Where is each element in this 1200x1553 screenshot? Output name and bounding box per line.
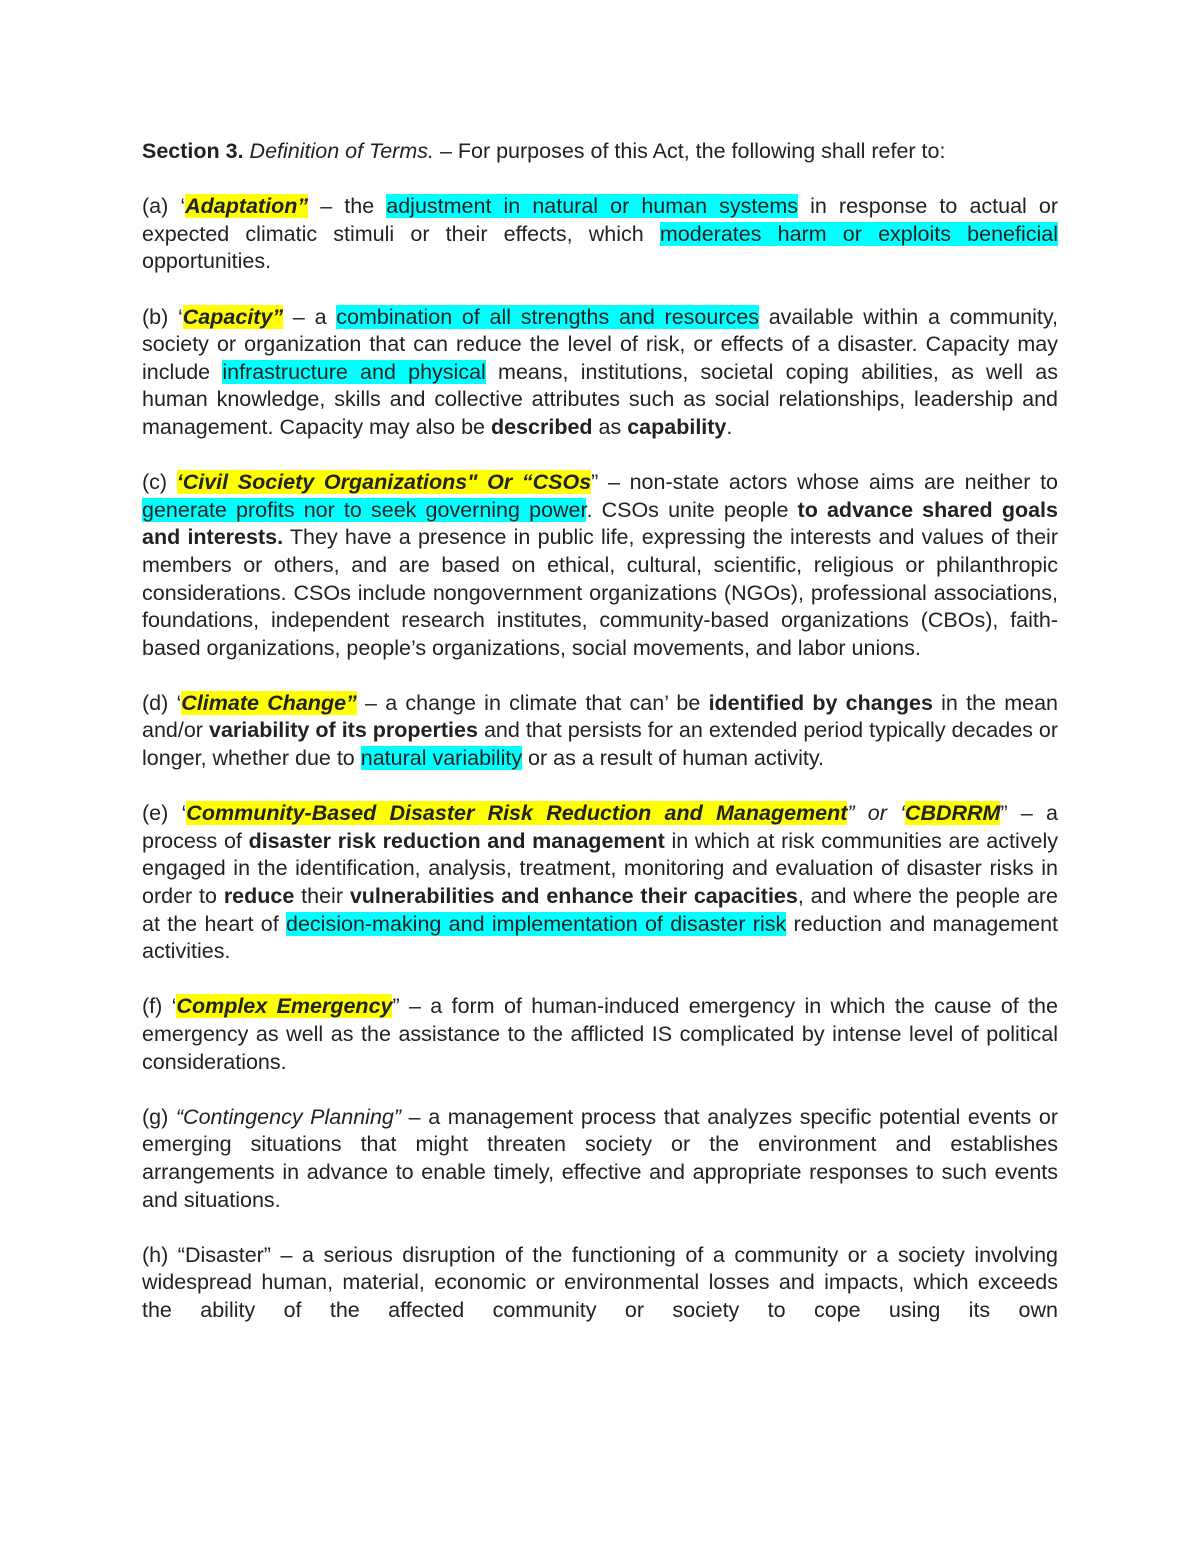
item-marker: (b) ‘ bbox=[142, 304, 183, 329]
definition-h bbox=[142, 1242, 1058, 1325]
bold-text: vulnerabilities and enhance their capacities bbox=[349, 884, 798, 909]
term-cbdrrm-full: Community-Based Disaster Risk Reduction and Management bbox=[186, 801, 848, 826]
text: in response to actual or expected climatic stimuli or their effects, which bbox=[142, 194, 1059, 246]
text: means, institutions, societal coping abilities, as well as human knowledge, skills and collective attributes such as social relationships, leadership and management. Capacity may also be bbox=[142, 359, 1058, 439]
text: and that persists for an extended period typically decades or longer, whether due to bbox=[142, 718, 1059, 771]
term-capacity: Capacity” bbox=[182, 304, 284, 329]
definition-e bbox=[142, 800, 1058, 966]
highlight-phrase: decision-making and implementation of disaster risk bbox=[286, 911, 787, 936]
text: . bbox=[726, 414, 733, 439]
item-marker: (a) ‘ bbox=[142, 194, 186, 219]
text: – a management process that analyzes specific potential events or emerging situations that might threaten society or the environment and establishes arrangements in advance to enable timely, effective and appropriate responses to such events and situations. bbox=[142, 1104, 1058, 1212]
term-cso: ‘Civil Society Organizations" Or “CSOs bbox=[176, 470, 592, 495]
text: They have a presence in public life, expressing the interests and values of their members or others, and are based on ethical, cultural, scientific, religious or philanthropic considerations. CSOs include nongovernment organizations (NGOs), professional associations, foundations, independent research institutes, community-based organizations (CBOs), faith-based organizations, people’s organizations, social movements, and labor unions. bbox=[142, 525, 1058, 660]
text: – a bbox=[283, 304, 337, 329]
section-intro: – For purposes of this Act, the following shall refer to: bbox=[433, 139, 946, 163]
term-contingency-planning: “Contingency Planning” bbox=[175, 1104, 402, 1129]
text: as bbox=[592, 414, 628, 439]
text: available within a community, society or organization that can reduce the level of risk, or effects of a disaster. Capacity may include bbox=[142, 304, 1058, 384]
term-adaptation: Adaptation” bbox=[185, 194, 309, 219]
item-marker: (g) bbox=[142, 1104, 176, 1129]
text: in the mean and/or bbox=[142, 690, 1059, 743]
italic-text: ” or ‘ bbox=[847, 801, 905, 826]
item-marker: (c) bbox=[142, 470, 177, 495]
highlight-phrase: generate profits nor to seek governing power bbox=[142, 497, 587, 522]
text: ” – a form of human-induced emergency in which the cause of the emergency as well as the assistance to the afflicted IS complicated by intense level of political considerations. bbox=[142, 994, 1058, 1074]
text: . CSOs unite people bbox=[586, 497, 798, 522]
text: , and where the people are at the heart of bbox=[142, 884, 1058, 936]
term-complex-emergency: Complex Emergency bbox=[176, 994, 393, 1019]
highlight-phrase: moderates harm or exploits beneficial bbox=[659, 221, 1058, 246]
highlight-phrase: adjustment in natural or human systems bbox=[386, 194, 799, 219]
text: in which at risk communities are actively engaged in the identification, analysis, treatment, monitoring and evaluation of disaster risks in order to bbox=[142, 828, 1058, 909]
item-marker: (e) ‘ bbox=[142, 801, 187, 826]
section-heading bbox=[142, 138, 1058, 166]
text: “Disaster” – a serious disruption of the functioning of a community or a society involving widespread human, material, economic or environmental losses and impacts, which exceeds the ability of the affected community or society to cope using its own bbox=[142, 1242, 1058, 1322]
text: – the bbox=[308, 194, 387, 219]
text: reduction and management activities. bbox=[142, 911, 1058, 964]
text: or as a result of human activity. bbox=[522, 746, 825, 771]
definition-g bbox=[142, 1104, 1058, 1214]
definition-f bbox=[142, 993, 1058, 1076]
definition-d bbox=[142, 690, 1058, 773]
definition-a bbox=[142, 193, 1058, 276]
definition-c bbox=[142, 469, 1058, 662]
text: opportunities. bbox=[142, 249, 272, 274]
bold-text: reduce bbox=[223, 884, 295, 909]
item-marker: (d) ‘ bbox=[142, 690, 182, 715]
definition-b bbox=[142, 304, 1058, 442]
text: ” – non-state actors whose aims are neither to bbox=[591, 470, 1058, 495]
text: their bbox=[294, 884, 350, 909]
term-climate-change: Climate Change” bbox=[181, 690, 357, 715]
text: – a change in climate that can’ be bbox=[356, 690, 709, 715]
highlight-phrase: infrastructure and physical bbox=[222, 359, 486, 384]
item-marker: (h) bbox=[142, 1242, 178, 1267]
text: ” – a process of bbox=[142, 801, 1059, 853]
section-label: Section 3. bbox=[142, 139, 244, 163]
bold-text: identified by changes bbox=[708, 690, 933, 715]
highlight-phrase: natural variability bbox=[360, 746, 523, 771]
bold-text: described bbox=[490, 414, 593, 439]
section-title: Definition of Terms. bbox=[249, 139, 434, 163]
term-cbdrrm: CBDRRM bbox=[904, 801, 1001, 826]
bold-text: disaster risk reduction and management bbox=[248, 828, 665, 853]
bold-text: to advance shared goals and interests. bbox=[142, 497, 1058, 550]
highlight-phrase: combination of all strengths and resources bbox=[336, 304, 759, 329]
document-page bbox=[142, 138, 1058, 1325]
bold-text: capability bbox=[627, 414, 727, 439]
item-marker: (f) ‘ bbox=[142, 994, 177, 1019]
bold-text: variability of its properties bbox=[208, 718, 478, 743]
